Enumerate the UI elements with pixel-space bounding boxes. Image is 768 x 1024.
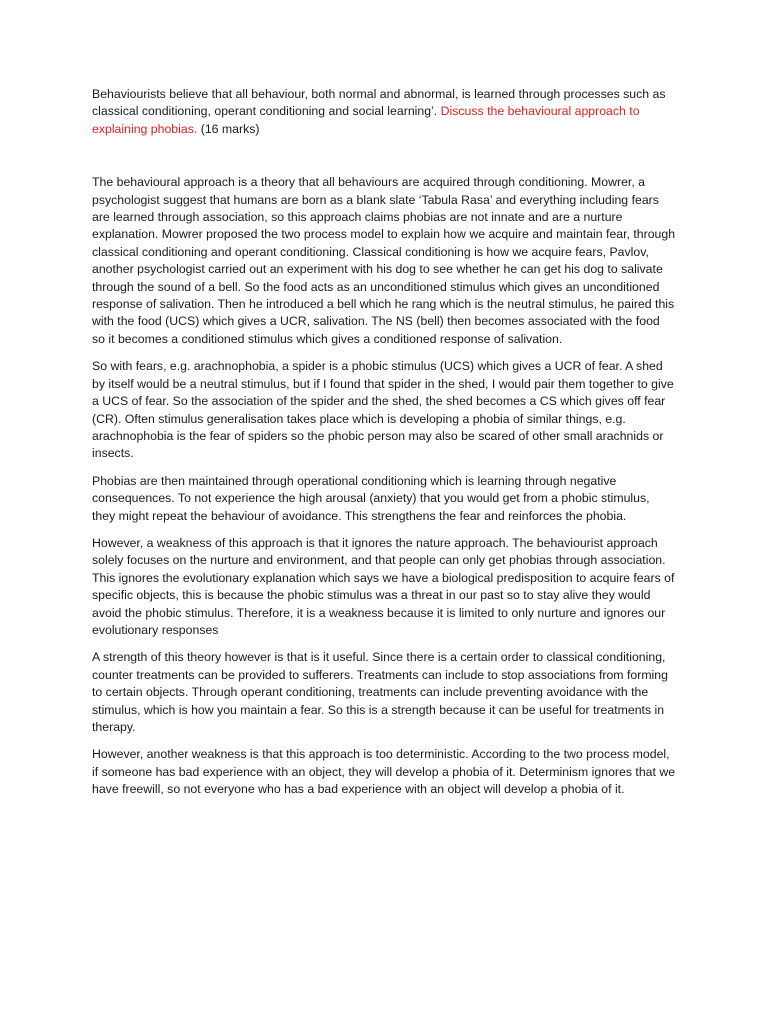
answer-paragraph-4: However, a weakness of this approach is that it ignores the nature approach. The behaviourist approach solely focuses on the nurture and environment, and that people can only get phobias through association. This ignores the evolutionary explanation which says we have a biological predisposition to acquire fears of specific objects, this is because the phobic stimulus was a threat in our past so to stay alive they would avoid the phobic stimulus. Therefore, it is a weakness because it is limited to only nurture and ignores our evolutionary responses bbox=[92, 535, 675, 637]
question-instruction: Discuss the behavioural approach to explaining phobias. bbox=[92, 104, 640, 136]
section-gap bbox=[92, 138, 676, 174]
answer-paragraph-1: The behavioural approach is a theory that all behaviours are acquired through conditioning. Mowrer, a psychologist suggest that humans are born as a blank slate ‘Tabula Rasa’ and everything including fears are learned through association, so this approach claims phobias are not innate and are a nurture explanation. Mowrer proposed the two process model to explain how we acquire and maintain fear, through classical conditioning and operant conditioning. Classical conditioning is how we acquire fears, Pavlov, another psychologist carried out an experiment with his dog to see whether he can get his dog to salivate through the sound of a bell. So the food acts as an unconditioned stimulus which gives an unconditioned response of salivation. Then he introduced a bell which he rang which is the neutral stimulus, he paired this with the food (UCS) which gives a UCR, salivation. The NS (bell) then becomes associated with the food so it becomes a conditioned stimulus which gives a conditioned response of salivation. bbox=[92, 175, 676, 346]
answer-paragraph-5: A strength of this theory however is that is it useful. Since there is a certain order to classical conditioning, counter treatments can be provided to sufferers. Treatments can include to stop associations from forming to certain objects. Through operant conditioning, treatments can include preventing avoidance with the stimulus, which is how you maintain a fear. So this is a strength because it can be useful for treatments in therapy. bbox=[92, 650, 668, 734]
question-prompt: Behaviourists believe that all behaviour, both normal and abnormal, is learned through processes such as classical conditioning, operant conditioning and social learning’. bbox=[92, 87, 666, 119]
question-marks: (16 marks) bbox=[200, 121, 260, 136]
answer-paragraph-6: However, another weakness is that this approach is too deterministic. According to the two process model, if someone has bad experience with an object, they will develop a phobia of it. Determinism ignores that we have freewill, so not everyone who has a bad experience with an object will develop a phobia of it. bbox=[92, 747, 676, 797]
essay-question bbox=[92, 86, 676, 138]
answer-paragraph-2: So with fears, e.g. arachnophobia, a spider is a phobic stimulus (UCS) which gives a UCR of fear. A shed by itself would be a neutral stimulus, but if I found that spider in the shed, I would pair them together to give a UCS of fear. So the association of the spider and the shed, the shed becomes a CS which gives off fear (CR). Often stimulus generalisation takes place which is developing a phobia of similar things, e.g. arachnophobia is the fear of spiders so the phobic person may also be scared of other small arachnids or insects. bbox=[92, 359, 674, 461]
essay-answer bbox=[92, 174, 676, 798]
answer-paragraph-3: Phobias are then maintained through operational conditioning which is learning through negative consequences. To not experience the high arousal (anxiety) that you would get from a phobic stimulus, they might repeat the behaviour of avoidance. This strengthens the fear and reinforces the phobia. bbox=[92, 473, 650, 523]
document-page bbox=[92, 86, 676, 809]
